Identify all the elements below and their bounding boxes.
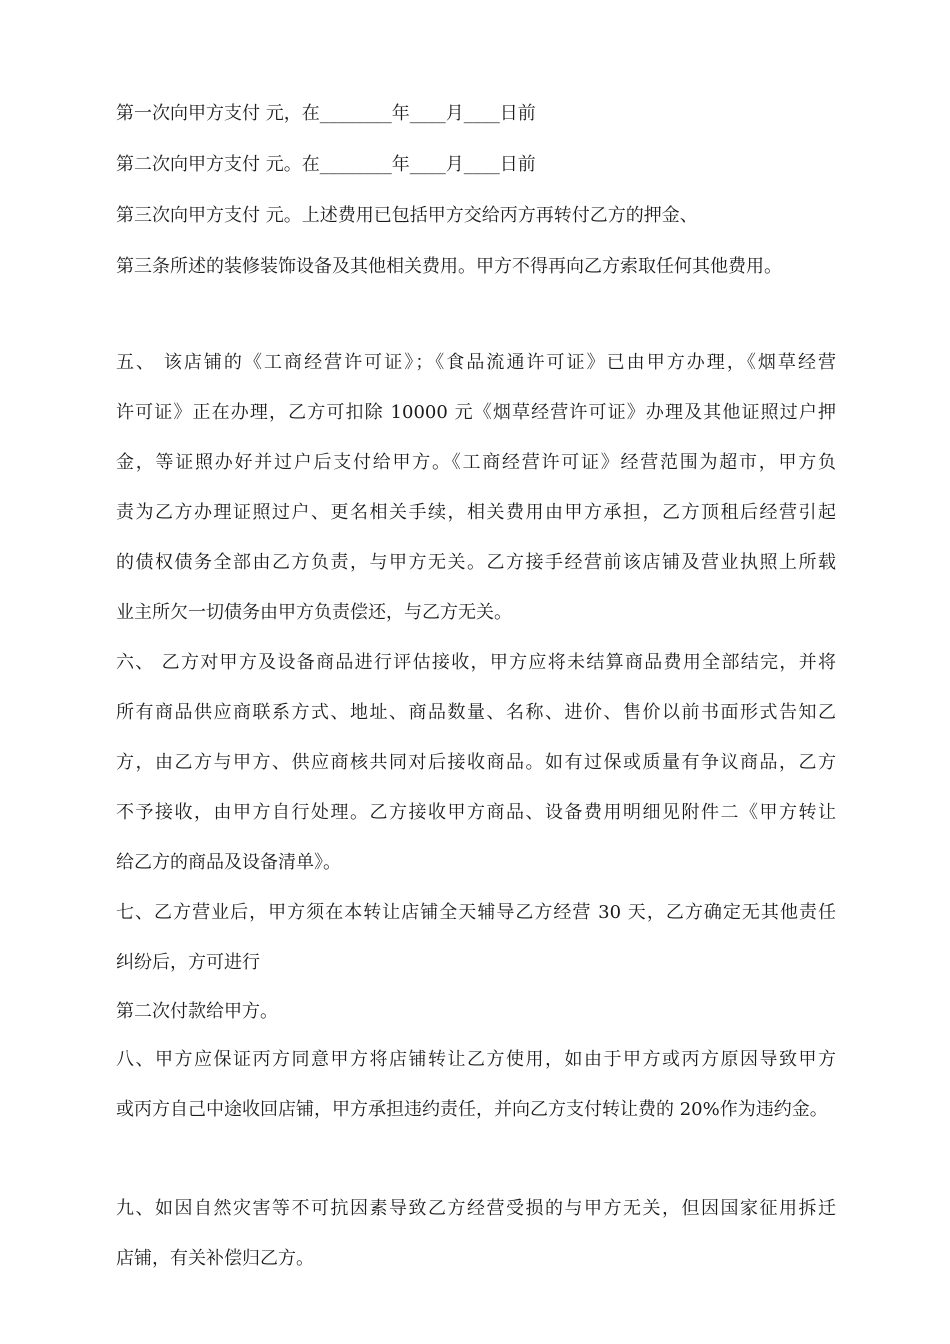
clause7-line-1: 七、乙方营业后，甲方须在本转让店铺全天辅导乙方经营 30 天，乙方确定无其他责任 (116, 902, 836, 923)
clause5-line-1: 五、 该店铺的《工商经营许可证》；《食品流通许可证》已由甲方办理，《烟草经营 (116, 352, 836, 373)
clause6-line-3: 方，由乙方与甲方、供应商核共同对后接收商品。如有过保或质量有争议商品，乙方 (116, 752, 836, 773)
payment-line-1: 第一次向甲方支付 元，在________年____月____日前 (116, 103, 536, 124)
clause5-line-2: 许可证》正在办理，乙方可扣除 10000 元《烟草经营许可证》办理及其他证照过户押 (116, 402, 836, 423)
clause7-line-2: 纠纷后，方可进行 (116, 952, 260, 973)
clause5-line-6: 业主所欠一切债务由甲方负责偿还，与乙方无关。 (116, 602, 512, 623)
clause9-line-1: 九、如因自然灾害等不可抗因素导致乙方经营受损的与甲方无关，但因国家征用拆迁 (116, 1198, 836, 1219)
clause9-line-2: 店铺，有关补偿归乙方。 (116, 1248, 314, 1269)
clause6-line-1: 六、 乙方对甲方及设备商品进行评估接收，甲方应将未结算商品费用全部结完，并将 (116, 652, 836, 673)
clause6-line-4: 不予接收，由甲方自行处理。乙方接收甲方商品、设备费用明细见附件二《甲方转让 (116, 802, 836, 823)
clause6-line-5: 给乙方的商品及设备清单》。 (116, 852, 341, 873)
clause5-line-4: 责为乙方办理证照过户、更名相关手续，相关费用由甲方承担，乙方顶租后经营引起 (116, 502, 836, 523)
clause6-line-2: 所有商品供应商联系方式、地址、商品数量、名称、进价、售价以前书面形式告知乙 (116, 702, 836, 723)
payment-line-4: 第三条所述的装修装饰设备及其他相关费用。甲方不得再向乙方索取任何其他费用。 (116, 256, 782, 277)
clause8-line-1: 八、甲方应保证丙方同意甲方将店铺转让乙方使用，如由于甲方或丙方原因导致甲方 (116, 1049, 836, 1070)
clause7-line-3: 第二次付款给甲方。 (116, 1001, 278, 1022)
clause5-line-3: 金，等证照办好并过户后支付给甲方。《工商经营许可证》经营范围为超市，甲方负 (116, 452, 836, 473)
payment-line-3: 第三次向甲方支付 元。上述费用已包括甲方交给丙方再转付乙方的押金、 (116, 205, 698, 226)
clause8-line-2: 或丙方自己中途收回店铺，甲方承担违约责任，并向乙方支付转让费的 20%作为违约金。 (116, 1099, 828, 1120)
clause5-line-5: 的债权债务全部由乙方负责，与甲方无关。乙方接手经营前该店铺及营业执照上所载 (116, 552, 836, 573)
payment-line-2: 第二次向甲方支付 元。在________年____月____日前 (116, 154, 536, 175)
